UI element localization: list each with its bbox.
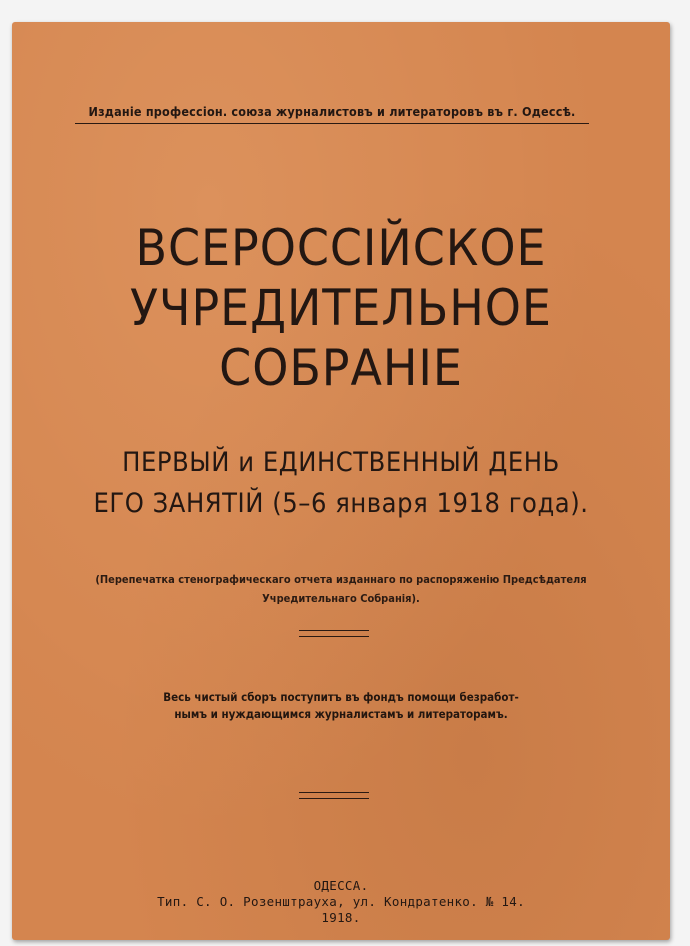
subtitle-line-2: ЕГО ЗАНЯТІЙ (5–6 января 1918 года). [93,488,589,519]
title-line-3: СОБРАНІЕ [219,339,463,397]
divider-upper [299,630,369,637]
book-cover [12,22,670,940]
subtitle [12,442,670,524]
fund-line-2: нымъ и нуждающимся журналистамъ и литераторамъ. [174,707,508,721]
fund-notice [72,689,610,723]
publisher-header: Изданіе профессіон. союза журналистовъ и литераторовъ въ г. Одессѣ. [88,104,576,119]
title-line-2: УЧРЕДИТЕЛЬНОЕ [130,279,552,337]
note-line-2: Учредительнаго Собранія). [262,592,420,605]
imprint-year: 1918. [321,910,361,925]
header-underline [75,123,589,124]
subtitle-line-1: ПЕРВЫЙ и ЕДИНСТВЕННЫЙ ДЕНЬ [122,447,560,478]
printer-imprint [72,878,610,926]
note-line-1: (Перепечатка стенографическаго отчета изданнаго по распоряженію Предсѣдателя [95,573,587,586]
reprint-note [52,570,630,608]
imprint-printer: Тип. С. О. Розенштрауха, ул. Кондратенко. № 14. [157,894,525,909]
imprint-city: ОДЕССА. [313,878,369,893]
main-title [12,218,670,398]
title-line-1: ВСЕРОССІЙСКОЕ [135,219,547,277]
fund-line-1: Весь чистый сборъ поступитъ въ фондъ помощи безработ- [163,690,519,704]
divider-lower [299,792,369,799]
